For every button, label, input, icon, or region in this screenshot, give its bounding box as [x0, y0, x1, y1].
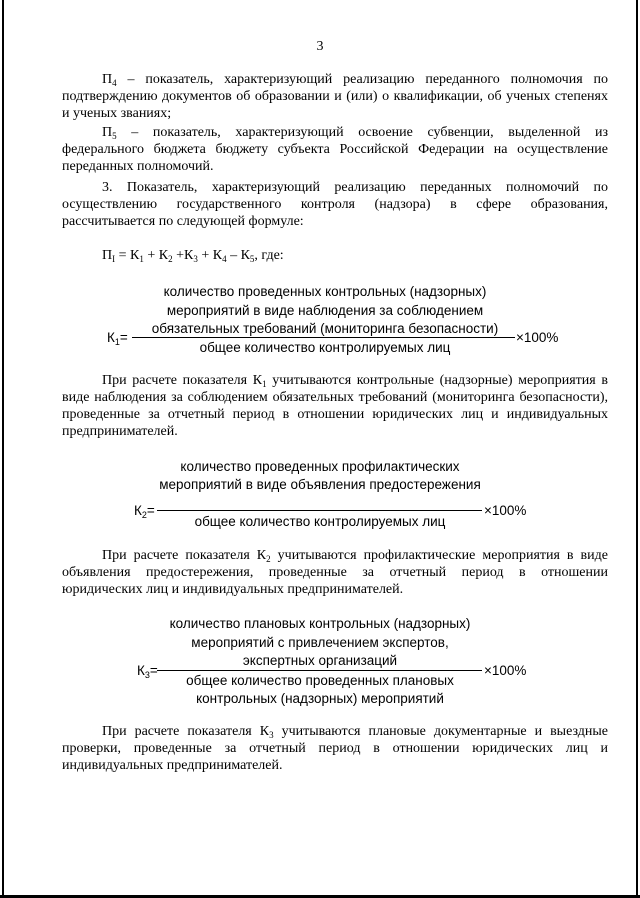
- paragraph-k1-note: При расчете показателя $К_1$ учитываются контрольные (надзорные) мероприятия в виде наблюдения за соблюдением обязательных требований (мониторинга безопасности), проведенные за отчетный период в отношении юридических лиц и индивидуальных предпринимателей.: [62, 373, 608, 439]
- k3-numerator-line-1: количество плановых контрольных (надзорных): [169, 616, 471, 631]
- k2-denominator: общее количество контролируемых лиц: [194, 514, 446, 529]
- k3-numerator-line-2: мероприятий с привлечением экспертов,: [191, 635, 449, 650]
- k1-numerator-line-3: обязательных требований (мониторинга безопасности): [151, 321, 499, 336]
- k2-numerator-line-2: мероприятий в виде объявления предостережения: [159, 477, 481, 492]
- k1-multiplier: ×100%: [516, 330, 559, 345]
- paragraph-k2-note: При расчете показателя $К_2$ учитываются профилактические мероприятия в виде объявления предостережения, проведенные за отчетный период в отношении юридических лиц и индивидуальных предпринимателей.: [62, 548, 608, 597]
- k2-label: $К_2=$: [134, 503, 155, 520]
- k2-fraction-bar: [157, 510, 482, 511]
- k1-fraction-bar: [132, 337, 515, 338]
- k3-numerator-line-3: экспертных организаций: [242, 653, 398, 668]
- main-formula: $П_I = К_1 + К_2 +К_3 + К_4 - К_5$, где:: [102, 248, 284, 264]
- k2-numerator-line-1: количество проведенных профилактических: [180, 459, 460, 474]
- k3-denominator-line-2: контрольных (надзорных) мероприятий: [196, 691, 444, 706]
- k1-numerator-line-1: количество проведенных контрольных (надзорных): [163, 284, 487, 299]
- k1-numerator-line-2: мероприятий в виде наблюдения за соблюдением: [166, 303, 484, 318]
- paragraph-p4: $П_4$ – показатель, характеризующий реализацию переданного полномочия по подтверждению документов об образовании и (или) о квалификации, об ученых степенях и ученых званиях;: [62, 72, 608, 121]
- scan-border-left: [2, 0, 4, 898]
- k1-label: $К_1=$: [107, 330, 128, 347]
- k3-label: $К_3=$: [137, 663, 158, 680]
- paragraph-p5: $П_5$ – показатель, характеризующий освоение субвенции, выделенной из федерального бюджета бюджету субъекта Российской Федерации на осуществление переданных полномочий.: [62, 125, 608, 174]
- k3-denominator-line-1: общее количество проведенных плановых: [186, 673, 454, 688]
- scan-border-right: [636, 0, 638, 898]
- paragraph-item-3: 3. Показатель, характеризующий реализацию переданных полномочий по осуществлению государственного контроля (надзора) в сфере образования, рассчитывается по следующей формуле:: [62, 180, 608, 229]
- k1-denominator: общее количество контролируемых лиц: [199, 340, 451, 355]
- page-number: 3: [316, 39, 324, 54]
- paragraph-k3-note: При расчете показателя $К_3$ учитываются плановые документарные и выездные проверки, проведенные за отчетный период в отношении юридических лиц и индивидуальных предпринимателей.: [62, 724, 608, 773]
- k3-fraction-bar: [157, 670, 482, 671]
- k2-multiplier: ×100%: [484, 503, 527, 518]
- k3-multiplier: ×100%: [484, 663, 527, 678]
